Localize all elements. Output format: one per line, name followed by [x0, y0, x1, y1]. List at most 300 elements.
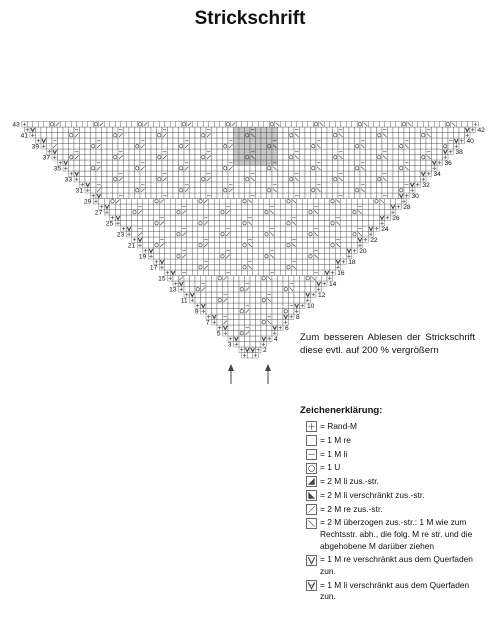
chart-cell: [168, 155, 174, 161]
chart-cell: [247, 226, 253, 232]
chart-cell: [176, 204, 182, 210]
chart-cell: [324, 199, 330, 205]
chart-cell: [206, 138, 212, 144]
chart-cell: [261, 193, 267, 199]
chart-cell: [58, 144, 64, 150]
chart-cell: [349, 177, 355, 183]
chart-cell: [107, 166, 113, 172]
chart-cell: [102, 133, 108, 139]
chart-cell: [201, 292, 207, 298]
chart-cell: [223, 182, 229, 188]
chart-cell: [410, 144, 416, 150]
chart-cell: [239, 336, 245, 342]
chart-cell: [261, 287, 267, 293]
chart-cell: [278, 292, 284, 298]
chart-cell: [390, 199, 396, 205]
chart-cell: [148, 204, 154, 210]
chart-cell: [454, 133, 460, 139]
chart-cell: [346, 226, 352, 232]
chart-cell: [214, 204, 220, 210]
chart-cell: [410, 138, 416, 144]
chart-cell: [267, 138, 273, 144]
chart-cell: [335, 254, 341, 260]
chart-cell: [129, 166, 135, 172]
chart-cell: [80, 160, 86, 166]
chart-cell: [388, 188, 394, 194]
chart-cell: [297, 270, 303, 276]
arrow-up-icon: [228, 364, 234, 384]
chart-cell: [289, 160, 295, 166]
chart-cell: [223, 287, 229, 293]
chart-cell: [360, 155, 366, 161]
chart-cell: [256, 160, 262, 166]
chart-cell: [377, 127, 383, 133]
chart-cell: [261, 303, 267, 309]
chart-cell: [192, 221, 198, 227]
row-number: 7: [205, 319, 210, 327]
legend-item-empty: [306, 435, 480, 447]
chart-cell: [146, 160, 152, 166]
chart-cell: [165, 122, 171, 128]
chart-cell: [192, 254, 198, 260]
chart-cell: [297, 122, 303, 128]
chart-cell: [302, 232, 308, 238]
chart-cell: [448, 133, 454, 139]
chart-cell: [316, 155, 322, 161]
chart-cell: [247, 232, 253, 238]
chart-cell: [245, 171, 251, 177]
chart-cell: [157, 144, 163, 150]
chart-cell: [415, 138, 421, 144]
chart-cell: [305, 155, 311, 161]
chart-cell: [242, 226, 248, 232]
chart-cell: [346, 232, 352, 238]
chart-cell: [245, 182, 251, 188]
chart-cell: [286, 204, 292, 210]
chart-cell: [330, 226, 336, 232]
chart-cell: [319, 210, 325, 216]
chart-cell: [278, 287, 284, 293]
chart-cell: [148, 122, 154, 128]
chart-cell: [363, 226, 369, 232]
chart-row: [126, 232, 374, 238]
chart-cell: [192, 199, 198, 205]
chart-cell: [143, 215, 149, 221]
chart-cell: [209, 221, 215, 227]
chart-cell: [203, 204, 209, 210]
chart-cell: [366, 182, 372, 188]
chart-cell: [283, 177, 289, 183]
chart-cell: [443, 138, 449, 144]
chart-cell: [201, 193, 207, 199]
chart-cell: [151, 138, 157, 144]
chart-cell: [132, 215, 138, 221]
legend-item-k2tog: [306, 504, 480, 516]
chart-cell: [454, 127, 460, 133]
chart-cell: [371, 155, 377, 161]
chart-cell: [360, 193, 366, 199]
chart-cell: [162, 182, 168, 188]
chart-cell: [368, 122, 374, 128]
chart-cell: [437, 127, 443, 133]
chart-cell: [250, 292, 256, 298]
chart-row: [173, 281, 327, 287]
chart-cell: [278, 171, 284, 177]
chart-cell: [374, 122, 380, 128]
chart-cell: [269, 243, 275, 249]
chart-cell: [346, 221, 352, 227]
chart-cell: [212, 149, 218, 155]
chart-cell: [91, 149, 97, 155]
row-number: 30: [411, 193, 419, 201]
chart-cell: [63, 138, 69, 144]
chart-cell: [170, 237, 176, 243]
chart-cell: [437, 155, 443, 161]
chart-cell: [250, 331, 256, 337]
chart-cell: [239, 188, 245, 194]
chart-cell: [393, 177, 399, 183]
chart-cell: [280, 270, 286, 276]
chart-cell: [206, 166, 212, 172]
chart-cell: [80, 149, 86, 155]
chart-cell: [151, 160, 157, 166]
chart-cell: [349, 138, 355, 144]
chart-cell: [256, 320, 262, 326]
chart-cell: [278, 314, 284, 320]
chart-cell: [286, 259, 292, 265]
chart-cell: [107, 177, 113, 183]
chart-cell: [234, 133, 240, 139]
chart-cell: [322, 155, 328, 161]
chart-cell: [214, 270, 220, 276]
chart-cell: [256, 193, 262, 199]
chart-cell: [201, 171, 207, 177]
chart-cell: [187, 221, 193, 227]
chart-cell: [173, 182, 179, 188]
chart-cell: [432, 144, 438, 150]
row-number: 40: [466, 138, 474, 146]
chart-cell: [346, 122, 352, 128]
chart-cell: [258, 259, 264, 265]
chart-cell: [300, 149, 306, 155]
chart-cell: [258, 221, 264, 227]
chart-cell: [234, 193, 240, 199]
chart-cell: [368, 215, 374, 221]
chart-cell: [201, 182, 207, 188]
chart-cell: [429, 122, 435, 128]
chart-cell: [60, 122, 66, 128]
chart-cell: [250, 188, 256, 194]
chart-row: [74, 177, 426, 183]
chart-cell: [374, 204, 380, 210]
chart-cell: [118, 160, 124, 166]
chart-cell: [322, 171, 328, 177]
chart-cell: [330, 254, 336, 260]
chart-cell: [228, 177, 234, 183]
chart-cell: [344, 182, 350, 188]
chart-cell: [308, 199, 314, 205]
chart-cell: [393, 149, 399, 155]
chart-cell: [256, 325, 262, 331]
chart-cell: [316, 177, 322, 183]
chart-cell: [385, 204, 391, 210]
chart-cell: [159, 226, 165, 232]
chart-cell: [360, 171, 366, 177]
chart-cell: [283, 292, 289, 298]
chart-cell: [247, 353, 253, 359]
chart-cell: [96, 127, 102, 133]
chart-cell: [305, 287, 311, 293]
chart-cell: [217, 182, 223, 188]
chart-cell: [393, 193, 399, 199]
chart-cell: [236, 270, 242, 276]
chart-cell: [335, 210, 341, 216]
chart-cell: [250, 166, 256, 172]
chart-cell: [261, 133, 267, 139]
chart-cell: [302, 254, 308, 260]
chart-cell: [74, 138, 80, 144]
chart-cell: [102, 144, 108, 150]
chart-cell: [236, 248, 242, 254]
chart-cell: [85, 177, 91, 183]
chart-cell: [44, 122, 50, 128]
chart-cell: [297, 265, 303, 271]
chart-cell: [280, 243, 286, 249]
chart-cell: [302, 243, 308, 249]
chart-cell: [289, 188, 295, 194]
chart-cell: [415, 149, 421, 155]
chart-cell: [179, 182, 185, 188]
chart-cell: [184, 276, 190, 282]
chart-cell: [286, 237, 292, 243]
chart-cell: [346, 215, 352, 221]
chart-cell: [399, 133, 405, 139]
chart-cell: [157, 166, 163, 172]
chart-cell: [382, 182, 388, 188]
chart-cell: [209, 259, 215, 265]
chart-cell: [170, 248, 176, 254]
row-number: 35: [53, 165, 61, 173]
chart-cell: [228, 303, 234, 309]
chart-cell: [256, 149, 262, 155]
chart-cell: [264, 199, 270, 205]
chart-cell: [269, 237, 275, 243]
chart-cell: [272, 193, 278, 199]
chart-row: [217, 325, 283, 331]
chart-cell: [330, 232, 336, 238]
chart-cell: [377, 149, 383, 155]
chart-cell: [223, 127, 229, 133]
chart-cell: [272, 133, 278, 139]
chart-cell: [272, 171, 278, 177]
chart-cell: [319, 232, 325, 238]
chart-cell: [344, 171, 350, 177]
chart-cell: [195, 188, 201, 194]
chart-cell: [217, 144, 223, 150]
chart-cell: [289, 149, 295, 155]
chart-cell: [267, 309, 273, 315]
chart-cell: [209, 232, 215, 238]
chart-row: [104, 210, 396, 216]
chart-cell: [192, 237, 198, 243]
chart-cell: [88, 122, 94, 128]
chart-cell: [129, 127, 135, 133]
chart-cell: [333, 171, 339, 177]
chart-cell: [190, 133, 196, 139]
chart-cell: [368, 199, 374, 205]
chart-cell: [256, 188, 262, 194]
chart-cell: [190, 138, 196, 144]
chart-cell: [311, 155, 317, 161]
chart-cell: [366, 166, 372, 172]
skp-symbol-icon: [306, 518, 317, 529]
chart-cell: [289, 144, 295, 150]
chart-cell: [404, 188, 410, 194]
chart-cell: [283, 188, 289, 194]
chart-cell: [151, 182, 157, 188]
chart-cell: [151, 166, 157, 172]
row-number: 16: [337, 270, 345, 278]
chart-cell: [448, 144, 454, 150]
chart-cell: [443, 127, 449, 133]
chart-cell: [121, 210, 127, 216]
chart-cell: [121, 199, 127, 205]
chart-cell: [302, 226, 308, 232]
chart-cell: [333, 182, 339, 188]
chart-row: [52, 155, 448, 161]
chart-cell: [253, 270, 259, 276]
chart-cell: [258, 199, 264, 205]
chart-cell: [415, 133, 421, 139]
chart-cell: [63, 127, 69, 133]
chart-cell: [305, 177, 311, 183]
chart-cell: [190, 281, 196, 287]
chart-cell: [165, 215, 171, 221]
chart-cell: [146, 155, 152, 161]
chart-cell: [341, 210, 347, 216]
chart-cell: [267, 193, 273, 199]
chart-cell: [267, 287, 273, 293]
legend-text: = 1 M li verschränkt aus dem Querfaden zun.: [320, 579, 470, 602]
chart-cell: [297, 215, 303, 221]
chart-cell: [214, 232, 220, 238]
chart-cell: [399, 160, 405, 166]
chart-cell: [58, 149, 64, 155]
row-number: 29: [83, 198, 92, 206]
chart-cell: [162, 188, 168, 194]
chart-cell: [234, 144, 240, 150]
chart-cell: [294, 292, 300, 298]
chart-cell: [341, 122, 347, 128]
chart-cell: [275, 237, 281, 243]
chart-cell: [154, 210, 160, 216]
chart-cell: [352, 221, 358, 227]
chart-cell: [214, 259, 220, 265]
chart-cell: [217, 177, 223, 183]
chart-cell: [253, 265, 259, 271]
chart-cell: [209, 243, 215, 249]
chart-cell: [316, 193, 322, 199]
chart-cell: [272, 320, 278, 326]
chart-cell: [107, 193, 113, 199]
chart-cell: [159, 248, 165, 254]
chart-cell: [124, 193, 130, 199]
chart-cell: [170, 265, 176, 271]
chart-cell: [341, 226, 347, 232]
enlarge-note: Zum besseren Ablesen der Strickschrift diese evtl. auf 200 % vergrößern: [300, 332, 475, 356]
chart-cell: [253, 199, 259, 205]
chart-cell: [47, 144, 53, 150]
chart-cell: [214, 243, 220, 249]
chart-cell: [272, 314, 278, 320]
chart-cell: [393, 166, 399, 172]
legend-title: Zeichenerklärung:: [300, 405, 383, 416]
chart-cell: [195, 166, 201, 172]
chart-cell: [319, 221, 325, 227]
chart-cell: [135, 127, 141, 133]
chart-cell: [253, 226, 259, 232]
chart-cell: [176, 237, 182, 243]
chart-cell: [269, 221, 275, 227]
chart-cell: [236, 221, 242, 227]
chart-cell: [146, 188, 152, 194]
chart-cell: [421, 127, 427, 133]
chart-cell: [170, 204, 176, 210]
chart-cell: [300, 160, 306, 166]
chart-cell: [275, 232, 281, 238]
chart-cell: [236, 215, 242, 221]
chart-cell: [324, 237, 330, 243]
chart-row: [228, 336, 272, 342]
chart-cell: [269, 215, 275, 221]
chart-cell: [415, 177, 421, 183]
chart-cell: [157, 160, 163, 166]
chart-cell: [330, 248, 336, 254]
chart-cell: [404, 177, 410, 183]
chart-cell: [201, 144, 207, 150]
chart-row: [148, 254, 352, 260]
chart-cell: [338, 166, 344, 172]
chart-cell: [291, 270, 297, 276]
chart-cell: [327, 133, 333, 139]
chart-cell: [231, 232, 237, 238]
chart-row: [206, 314, 294, 320]
chart-cell: [261, 160, 267, 166]
chart-cell: [245, 166, 251, 172]
chart-row: [63, 166, 437, 172]
chart-cell: [129, 193, 135, 199]
chart-cell: [187, 210, 193, 216]
chart-cell: [135, 155, 141, 161]
chart-cell: [456, 122, 462, 128]
chart-cell: [228, 309, 234, 315]
chart-cell: [170, 259, 176, 265]
chart-cell: [423, 122, 429, 128]
chart-cell: [333, 166, 339, 172]
chart-cell: [239, 166, 245, 172]
chart-cell: [258, 215, 264, 221]
chart-cell: [335, 232, 341, 238]
chart-cell: [319, 204, 325, 210]
chart-cell: [261, 166, 267, 172]
chart-cell: [294, 160, 300, 166]
chart-cell: [324, 215, 330, 221]
chart-cell: [234, 160, 240, 166]
row-number: 34: [433, 171, 441, 179]
chart-cell: [181, 259, 187, 265]
chart-row: [25, 127, 476, 133]
chart-cell: [118, 182, 124, 188]
